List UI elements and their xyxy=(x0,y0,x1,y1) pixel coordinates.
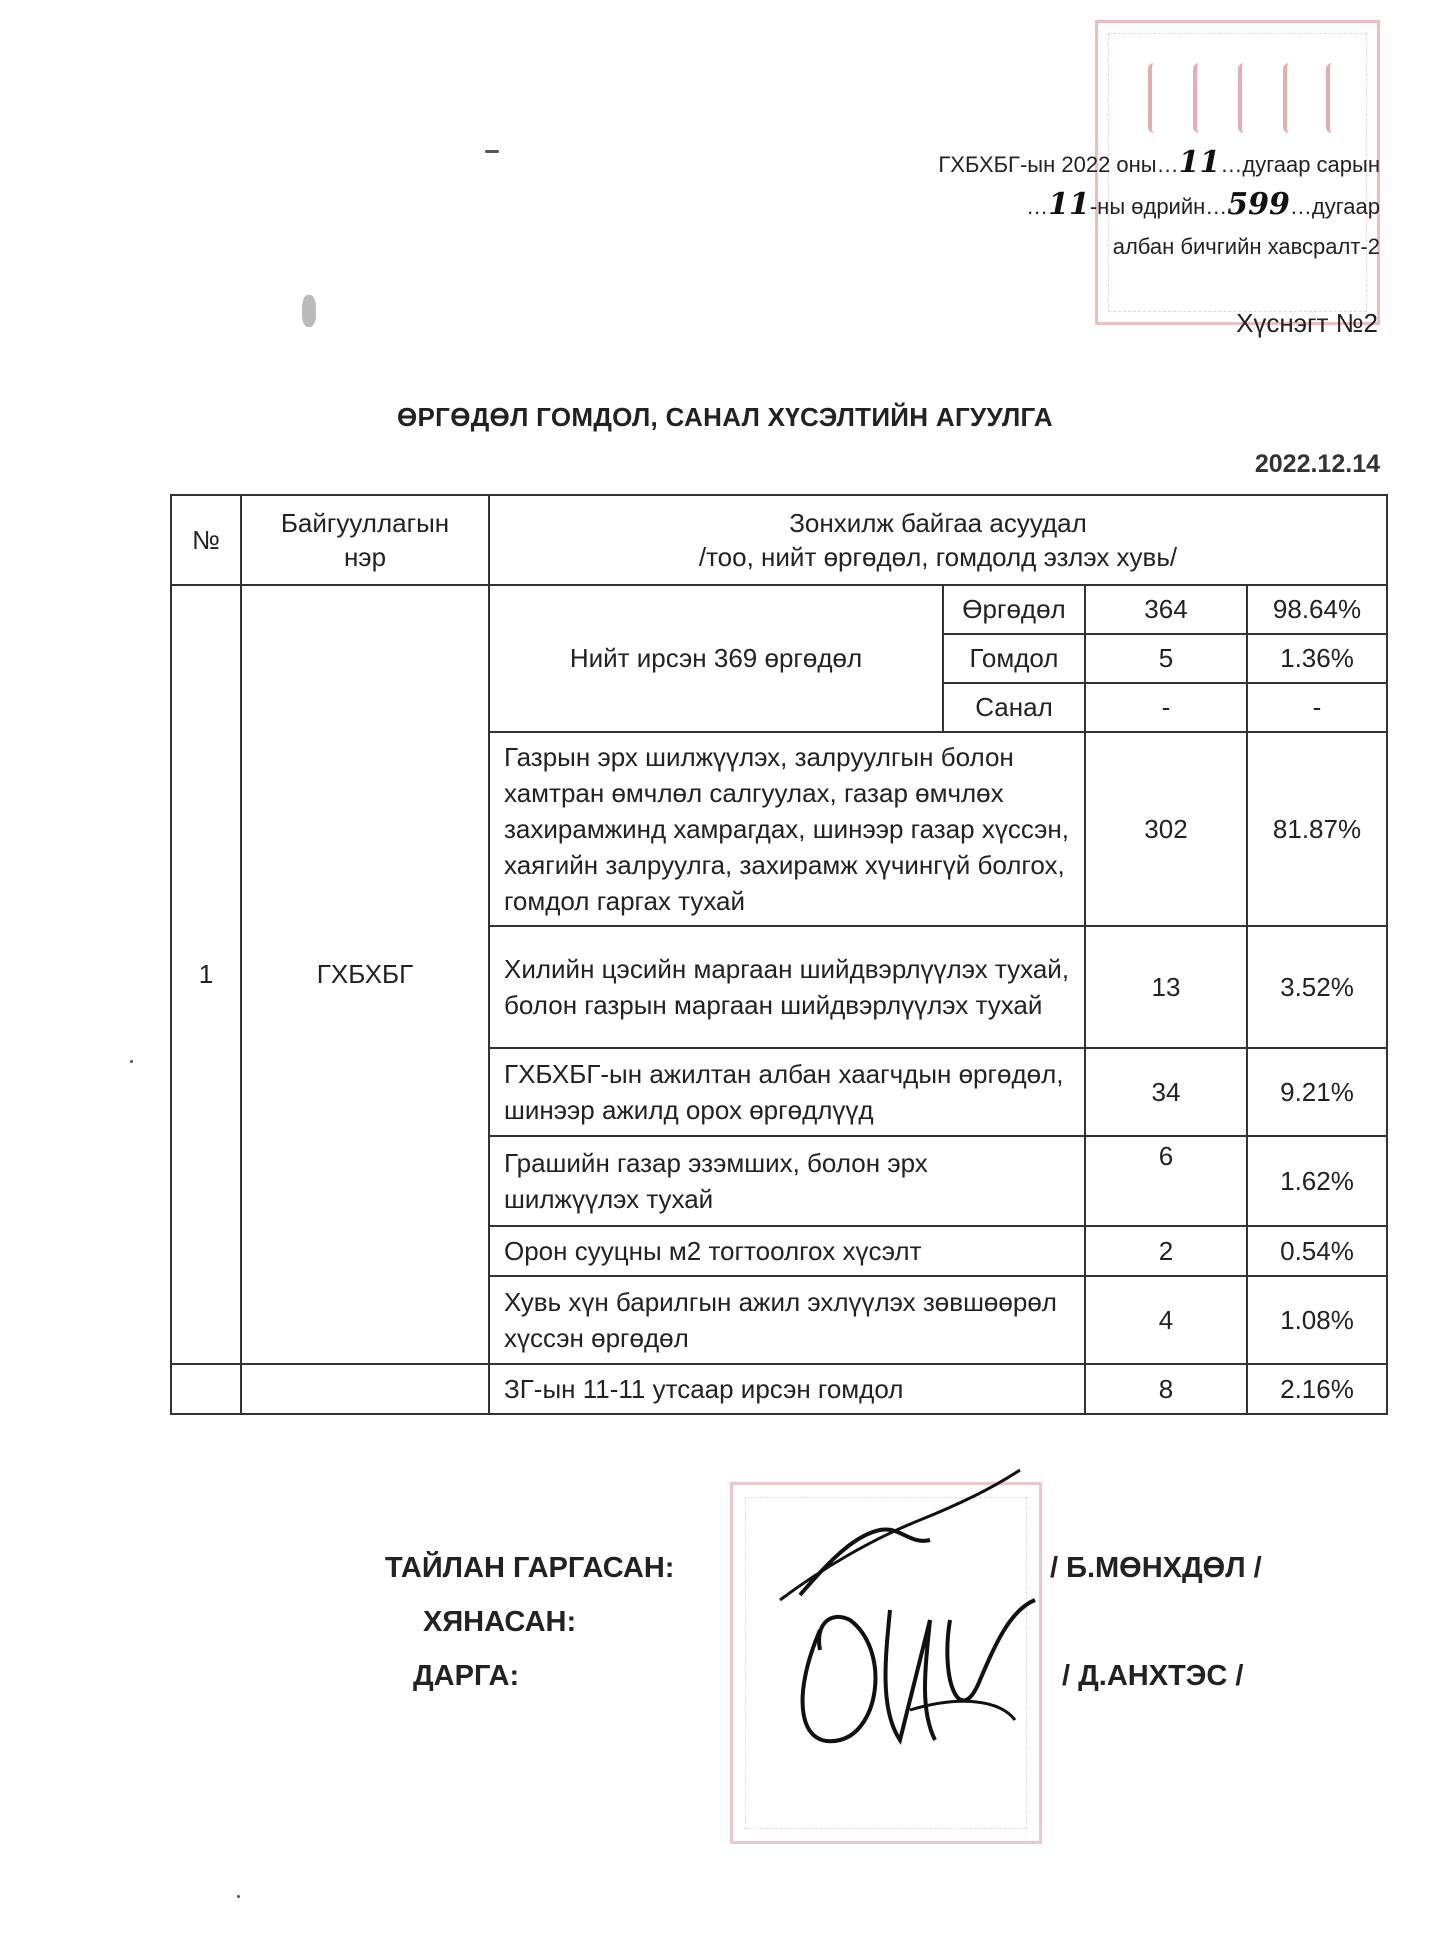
header-no: № xyxy=(171,495,241,585)
director-name: / Д.АНХТЭС / xyxy=(1062,1660,1244,1692)
count-cell: 34 xyxy=(1085,1048,1247,1136)
header-issue xyxy=(489,495,1387,585)
handwritten-letter-number: 599 xyxy=(1227,187,1290,222)
topic-cell: ГХБХБГ-ын ажилтан албан хаагчдын өргөдөл, шинээр ажилд орох өргөдлүүд xyxy=(489,1048,1085,1136)
percent-cell: 1.62% xyxy=(1247,1136,1387,1226)
category-cell: Өргөдөл xyxy=(943,585,1085,634)
percent-cell: - xyxy=(1247,683,1387,732)
header-org xyxy=(241,495,489,585)
count-cell: 13 xyxy=(1085,926,1247,1048)
topic-cell: Орон сууцны м2 тогтоолгох хүсэлт xyxy=(489,1226,1085,1276)
percent-cell: 0.54% xyxy=(1247,1226,1387,1276)
topic-cell: Хилийн цэсийн маргаан шийдвэрлүүлэх тухай, болон газрын маргаан шийдвэрлүүлэх тухай xyxy=(489,926,1085,1048)
topic-cell: ЗГ-ын 11-11 утсаар ирсэн гомдол xyxy=(489,1364,1085,1414)
appendix-number: Хүснэгт №2 xyxy=(1236,308,1378,338)
percent-cell: 9.21% xyxy=(1247,1048,1387,1136)
percent-cell: 2.16% xyxy=(1247,1364,1387,1414)
count-cell: 5 xyxy=(1085,634,1247,683)
table-row xyxy=(171,1364,1387,1414)
percent-cell: 98.64% xyxy=(1247,585,1387,634)
document-date: 2022.12.14 xyxy=(1254,450,1380,478)
requests-table xyxy=(170,494,1388,1415)
count-cell: - xyxy=(1085,683,1247,732)
document-title: ӨРГӨДӨЛ ГОМДОЛ, САНАЛ ХҮСЭЛТИЙН АГУУЛГА xyxy=(397,402,1053,432)
count-cell: 4 xyxy=(1085,1276,1247,1364)
count-cell: 6 xyxy=(1085,1136,1247,1226)
director-label: ДАРГА: xyxy=(413,1660,520,1692)
header-org-line2: нэр xyxy=(343,542,387,572)
empty-cell xyxy=(241,1364,489,1414)
reference-year-text: ГХБХБГ-ын 2022 оны xyxy=(938,152,1157,177)
reviewed-by-label: ХЯНАСАН: xyxy=(423,1606,577,1638)
reference-month-text: дугаар сарын xyxy=(1242,152,1380,177)
percent-cell: 1.36% xyxy=(1247,634,1387,683)
handwritten-signature xyxy=(760,1450,1090,1780)
percent-cell: 1.08% xyxy=(1247,1276,1387,1364)
reference-line-1: ГХБХБГ-ын 2022 оны…11…дугаар сарын xyxy=(938,145,1380,180)
handwritten-day: 11 xyxy=(1048,187,1090,222)
category-cell: Санал xyxy=(943,683,1085,732)
reference-number-text: дугаар xyxy=(1311,194,1380,219)
signature-names xyxy=(1050,1543,1262,1705)
header-issue-line2: /тоо, нийт өргөдөл, гомдолд эзлэх хувь/ xyxy=(698,542,1178,572)
topic-cell: Хувь хүн барилгын ажил эхлүүлэх зөвшөөрөл хүссэн өргөдөл xyxy=(489,1276,1085,1364)
empty-cell xyxy=(171,1364,241,1414)
total-label-cell: Нийт ирсэн 369 өргөдөл xyxy=(489,585,943,732)
reference-day-text: -ны өдрийн xyxy=(1089,194,1206,219)
row-number-cell: 1 xyxy=(171,585,241,1364)
table-header-row xyxy=(171,495,1387,585)
header-issue-line1: Зонхилж байгаа асуудал xyxy=(789,508,1087,538)
topic-cell: Газрын эрх шилжүүлэх, залруулгын болон хамтран өмчлөл салгуулах, газар өмчлөх захирамжинд хамрагдах, шинээр газар хүссэн, хаягийн залруулга, захирамж хүчингүй болгох, гомдол гаргах тухай xyxy=(489,732,1085,926)
prepared-by-name: / Б.МӨНХДӨЛ / xyxy=(1050,1552,1262,1584)
handwritten-month: 11 xyxy=(1178,145,1221,180)
topic-cell: Грашийн газар эзэмших, болон эрх шилжүүлэх тухай xyxy=(489,1136,1085,1226)
count-cell: 302 xyxy=(1085,732,1247,926)
category-cell: Гомдол xyxy=(943,634,1085,683)
reference-line-2: …11-ны өдрийн…599…дугаар xyxy=(1026,187,1380,222)
signature-labels xyxy=(385,1543,674,1705)
count-cell: 2 xyxy=(1085,1226,1247,1276)
count-cell: 364 xyxy=(1085,585,1247,634)
org-name-cell: ГХБХБГ xyxy=(241,585,489,1364)
count-cell: 8 xyxy=(1085,1364,1247,1414)
table-row xyxy=(171,585,1387,634)
attachment-reference-note xyxy=(938,143,1380,267)
reference-line-3: албан бичгийн хавсралт-2 xyxy=(1112,234,1380,259)
header-org-line1: Байгууллагын xyxy=(280,508,450,538)
prepared-by-label: ТАЙЛАН ГАРГАСАН: xyxy=(385,1552,675,1584)
percent-cell: 3.52% xyxy=(1247,926,1387,1048)
percent-cell: 81.87% xyxy=(1247,732,1387,926)
